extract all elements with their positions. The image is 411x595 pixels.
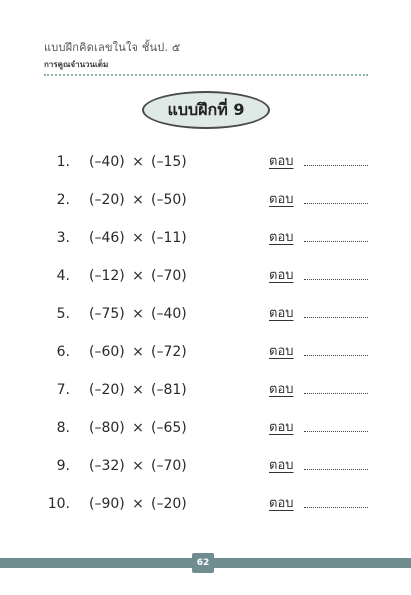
operand-b: (–70) [151,268,187,284]
answer-blank[interactable] [304,431,368,432]
operand-a: (–90) [89,496,125,512]
problem-row [0,264,411,288]
problem-number: 8. [56,420,70,436]
multiply-sign: × [132,192,144,208]
problem-number: 6. [56,344,70,360]
problem-row [0,226,411,250]
answer-label: ตอบ [269,344,294,359]
operand-b: (–70) [151,458,187,474]
problem-number: 9. [56,458,70,474]
answer-label: ตอบ [269,496,294,511]
operand-b: (–11) [151,230,187,246]
answer-label: ตอบ [269,306,294,321]
problem-row [0,454,411,478]
operand-b: (–20) [151,496,187,512]
answer-blank[interactable] [304,241,368,242]
answer-blank[interactable] [304,393,368,394]
problem-row [0,340,411,364]
multiply-sign: × [132,344,144,360]
operand-b: (–40) [151,306,187,322]
operand-a: (–80) [89,420,125,436]
problem-number: 1. [56,154,70,170]
answer-blank[interactable] [304,165,368,166]
dotted-divider [44,74,368,76]
problem-number: 2. [56,192,70,208]
operand-b: (–65) [151,420,187,436]
operand-a: (–32) [89,458,125,474]
operand-a: (–75) [89,306,125,322]
answer-label: ตอบ [269,382,294,397]
multiply-sign: × [132,306,144,322]
multiply-sign: × [132,154,144,170]
problem-number: 7. [56,382,70,398]
answer-blank[interactable] [304,203,368,204]
page-number: 62 [192,553,214,573]
problem-row [0,188,411,212]
answer-blank[interactable] [304,317,368,318]
problem-row [0,416,411,440]
multiply-sign: × [132,230,144,246]
operand-b: (–15) [151,154,187,170]
multiply-sign: × [132,420,144,436]
operand-a: (–60) [89,344,125,360]
answer-label: ตอบ [269,192,294,207]
answer-blank[interactable] [304,469,368,470]
operand-a: (–40) [89,154,125,170]
problem-row [0,492,411,516]
exercise-title-badge [142,91,270,129]
problem-row [0,302,411,326]
operand-a: (–20) [89,192,125,208]
multiply-sign: × [132,382,144,398]
problem-number: 5. [56,306,70,322]
operand-a: (–12) [89,268,125,284]
operand-a: (–46) [89,230,125,246]
problem-number: 4. [56,268,70,284]
answer-label: ตอบ [269,458,294,473]
answer-blank[interactable] [304,507,368,508]
operand-b: (–72) [151,344,187,360]
problem-row [0,150,411,174]
answer-label: ตอบ [269,230,294,245]
header-title: แบบฝึกคิดเลขในใจ ชั้นป. ๕ [44,41,181,54]
answer-label: ตอบ [269,420,294,435]
exercise-title: แบบฝึกที่ 9 [167,99,245,119]
multiply-sign: × [132,458,144,474]
operand-a: (–20) [89,382,125,398]
multiply-sign: × [132,268,144,284]
problem-number: 3. [56,230,70,246]
problem-number: 10. [47,496,70,512]
operand-b: (–50) [151,192,187,208]
answer-label: ตอบ [269,154,294,169]
answer-label: ตอบ [269,268,294,283]
problem-row [0,378,411,402]
answer-blank[interactable] [304,355,368,356]
answer-blank[interactable] [304,279,368,280]
operand-b: (–81) [151,382,187,398]
multiply-sign: × [132,496,144,512]
header-subtitle: การคูณจำนวนเต็ม [44,60,109,69]
